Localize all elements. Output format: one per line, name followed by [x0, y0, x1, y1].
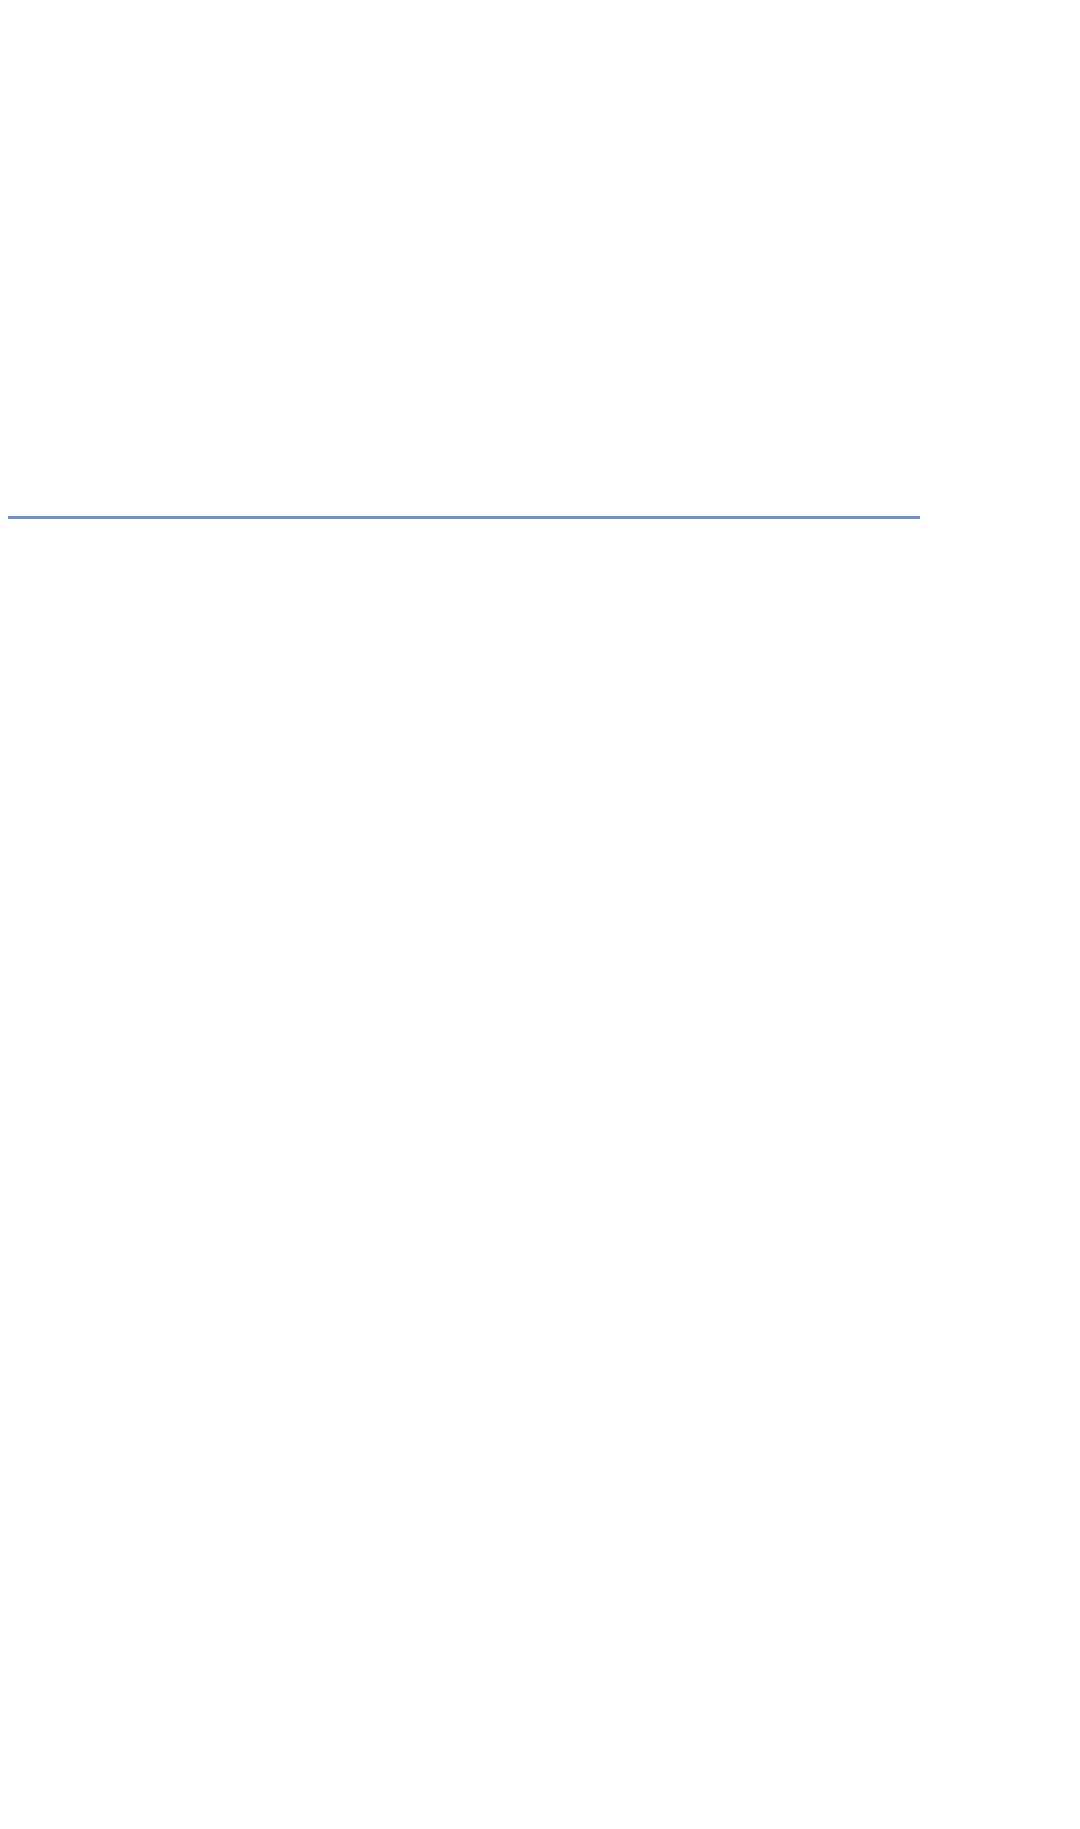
actors-table-top-line	[8, 516, 920, 519]
